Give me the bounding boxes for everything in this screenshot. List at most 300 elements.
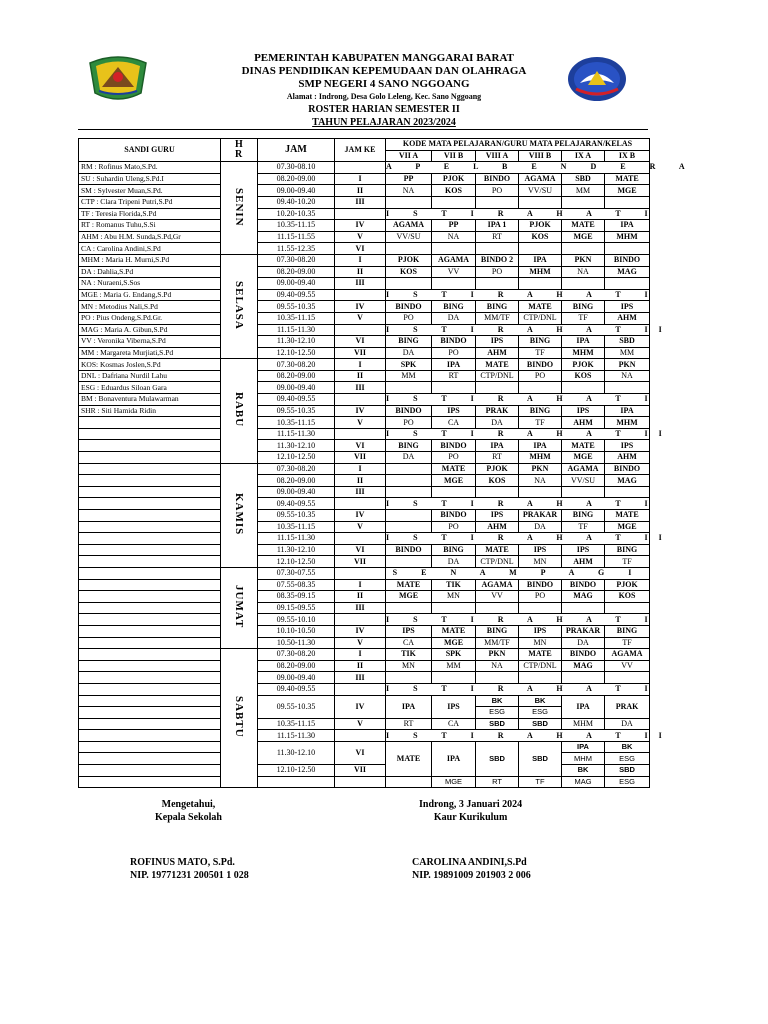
day-label: RABU: [233, 392, 245, 428]
subject-cell: RT: [476, 776, 519, 788]
table-row: [79, 463, 650, 475]
period-cell: VI: [335, 741, 386, 764]
table-row: [79, 695, 650, 707]
time-cell: 08.20-09.00: [258, 660, 335, 672]
period-cell: [335, 428, 386, 440]
principal-name: ROFINUS MATO, S.Pd.: [130, 857, 235, 868]
teacher-entry-empty: [79, 753, 221, 765]
period-cell: [335, 208, 386, 220]
subject-cell: BING: [432, 301, 476, 313]
subject-cell: DA: [562, 637, 605, 649]
subject-cell: MN: [432, 591, 476, 603]
subject-cell: IPS: [519, 625, 562, 637]
subject-cell: MM/TF: [476, 312, 519, 324]
teacher-entry: VV : Veronika Viberna,S.Pd: [79, 336, 221, 348]
subject-cell: AGAMA: [476, 579, 519, 591]
subject-cell: [519, 382, 562, 394]
subject-cell: [519, 486, 562, 498]
subject-cell: [386, 672, 432, 684]
subject-cell: AGAMA: [519, 173, 562, 185]
signing-place-date: Indrong, 3 Januari 2024: [419, 799, 523, 810]
table-row: [79, 452, 650, 464]
table-row: [79, 591, 650, 603]
table-row: [79, 289, 650, 301]
subject-cell: IPA: [519, 440, 562, 452]
subject-cell: [519, 196, 562, 208]
subject-cell: AHM: [605, 312, 650, 324]
table-row: [79, 741, 650, 753]
subject-cell: IPA: [605, 220, 650, 232]
table-row: [79, 544, 650, 556]
subject-cell: PO: [386, 417, 432, 429]
time-cell: 07.30-07.55: [258, 567, 335, 579]
teacher-entry-empty: [79, 486, 221, 498]
subject-cell: [562, 243, 605, 255]
subject-cell: MN: [519, 556, 562, 568]
break-banner: I S T I R A H A T II: [386, 429, 673, 439]
day-cell: [221, 162, 258, 255]
subject-cell: AGAMA: [386, 220, 432, 232]
break-banner: I S T I R A H A T II: [386, 533, 673, 543]
subject-cell: NA: [386, 185, 432, 197]
subject-cell: [476, 672, 519, 684]
subject-cell: PO: [476, 185, 519, 197]
day-cell: [221, 567, 258, 648]
subject-cell: CTP/DNL: [476, 370, 519, 382]
subject-cell: BING: [476, 625, 519, 637]
subject-cell: MHM: [562, 347, 605, 359]
subject-cell: AGAMA: [432, 254, 476, 266]
subject-cell: BING: [562, 301, 605, 313]
break-banner: S E N A M P A G I: [386, 567, 650, 579]
teacher-entry: MHM : Maria H. Murni,S.Pd: [79, 254, 221, 266]
teacher-entry-empty: [79, 695, 221, 707]
teacher-entry: ESG : Eduardus Siloan Gara: [79, 382, 221, 394]
period-cell: II: [335, 660, 386, 672]
period-cell: VII: [335, 452, 386, 464]
subject-cell: [605, 278, 650, 290]
subject-cell: BINDO: [562, 649, 605, 661]
subject-cell: PKN: [476, 649, 519, 661]
period-cell: V: [335, 417, 386, 429]
subject-cell: BING: [519, 405, 562, 417]
time-cell: 09.00-09.40: [258, 486, 335, 498]
period-cell: VII: [335, 765, 386, 777]
subject-cell: [432, 278, 476, 290]
time-cell: 09.40-09.55: [258, 683, 335, 695]
teacher-entry-empty: [79, 741, 221, 753]
subject-cell: MATE: [562, 440, 605, 452]
subject-cell: [386, 196, 432, 208]
subject-cell: RT: [476, 231, 519, 243]
kode-header: KODE MATA PELAJARAN/GURU MATA PELAJARAN/KELAS: [386, 139, 650, 151]
subject-cell: [519, 672, 562, 684]
subject-cell: MATE: [386, 579, 432, 591]
subject-cell: [432, 382, 476, 394]
teacher-entry: RM : Rofinus Mato,S.Pd.: [79, 162, 221, 174]
subject-cell: [562, 672, 605, 684]
break-banner: I S T I R A H A T I: [386, 394, 659, 404]
period-cell: III: [335, 672, 386, 684]
time-cell: 09.00-09.40: [258, 278, 335, 290]
teacher-entry: MGE : Maria G. Endang,S.Pd: [79, 289, 221, 301]
period-cell: II: [335, 475, 386, 487]
teacher-entry-empty: [79, 463, 221, 475]
teacher-entry-empty: [79, 672, 221, 684]
subject-cell: CTP/DNL: [476, 556, 519, 568]
subject-cell: IPS: [562, 405, 605, 417]
period-cell: V: [335, 312, 386, 324]
subject-cell: TIK: [432, 579, 476, 591]
subject-cell: KOS: [605, 591, 650, 603]
subject-cell: MM: [432, 660, 476, 672]
subject-cell: SBD: [562, 173, 605, 185]
subject-cell: VV: [476, 591, 519, 603]
teacher-entry: MN : Metodius Nali,S.Pd: [79, 301, 221, 313]
time-cell: 09.00-09.40: [258, 185, 335, 197]
subject-cell: [386, 382, 432, 394]
subject-cell: PJOK: [476, 463, 519, 475]
time-cell: 10.35-11.15: [258, 718, 335, 730]
subject-cell: KOS: [432, 185, 476, 197]
teacher-entry-empty: [79, 452, 221, 464]
day-cell-empty: [258, 776, 335, 788]
time-cell: 12.10-12.50: [258, 452, 335, 464]
subject-cell: BINDO: [476, 173, 519, 185]
curriculum-signature: [412, 856, 531, 882]
subject-cell: AGAMA: [605, 649, 650, 661]
subject-cell: MGE: [562, 452, 605, 464]
time-cell: 09.55-10.35: [258, 301, 335, 313]
principal-nip: NIP. 19771231 200501 1 028: [130, 870, 249, 881]
subject-cell: MATE: [605, 510, 650, 522]
subject-cell: [476, 243, 519, 255]
teacher-entry-empty: [79, 556, 221, 568]
subject-cell: SPK: [386, 359, 432, 371]
subject-cell: TF: [605, 637, 650, 649]
subject-cell: MATE: [605, 173, 650, 185]
acknowledged-label: Mengetahui,: [161, 799, 216, 810]
table-row: [79, 637, 650, 649]
subject-cell: [605, 486, 650, 498]
subject-cell: MM: [562, 185, 605, 197]
subject-cell: DA: [519, 521, 562, 533]
subject-cell: MM/TF: [476, 637, 519, 649]
subject-cell: IPS: [519, 544, 562, 556]
day-label: SABTU: [233, 696, 245, 739]
subject-cell: [432, 196, 476, 208]
subject-cell: VV: [605, 660, 650, 672]
period-cell: [335, 394, 386, 406]
time-cell: 08.20-09.00: [258, 475, 335, 487]
time-cell: 11.15-11.30: [258, 324, 335, 336]
subject-cell: [386, 510, 432, 522]
period-cell: III: [335, 278, 386, 290]
hari-header-label: H R: [235, 139, 244, 161]
subject-cell: SBD: [605, 336, 650, 348]
time-cell: 10.20-10.35: [258, 208, 335, 220]
subject-cell: IPS: [605, 440, 650, 452]
jam-header: JAM: [258, 139, 335, 162]
subject-cell: [386, 602, 432, 614]
subject-cell: AHM: [476, 521, 519, 533]
subject-cell: PJOK: [432, 173, 476, 185]
period-cell: [386, 776, 432, 788]
subject-cell: TF: [519, 417, 562, 429]
time-cell: 09.55-10.35: [258, 510, 335, 522]
subject-cell: [562, 382, 605, 394]
subject-cell: DA: [476, 417, 519, 429]
subject-cell: BINDO: [519, 579, 562, 591]
time-cell: 10.35-11.15: [258, 220, 335, 232]
subject-cell: MGE: [432, 637, 476, 649]
subject-cell: [476, 196, 519, 208]
subject-cell: PRAKAR: [519, 510, 562, 522]
day-cell: [221, 359, 258, 463]
subject-cell: [519, 602, 562, 614]
period-cell: I: [335, 579, 386, 591]
subject-cell: BING: [519, 336, 562, 348]
time-cell: 07.30-08.20: [258, 254, 335, 266]
period-cell: [335, 533, 386, 545]
subject-cell: [562, 602, 605, 614]
break-banner: I S T I R A H A T II: [386, 324, 673, 334]
table-row: [79, 660, 650, 672]
teacher-entry: TF : Teresia Florida,S.Pd: [79, 208, 221, 220]
subject-cell: RT: [386, 718, 432, 730]
hari-header: [221, 139, 258, 162]
subject-cell: DA: [605, 718, 650, 730]
signature-left-block: [155, 798, 222, 824]
subject-cell: IPA: [562, 695, 605, 718]
table-row: [79, 254, 650, 266]
period-cell: IV: [335, 301, 386, 313]
day-label: SELASA: [233, 281, 245, 330]
table-row: [79, 336, 650, 348]
subject-cell: [476, 486, 519, 498]
break-banner: I S T I R A H A T II: [386, 730, 673, 740]
subject-cell: [605, 382, 650, 394]
time-cell: 09.00-09.40: [258, 382, 335, 394]
subject-cell: MHM: [605, 231, 650, 243]
table-row: [79, 567, 650, 579]
table-row: [79, 672, 650, 684]
period-cell: I: [335, 173, 386, 185]
period-cell: I: [335, 254, 386, 266]
subject-cell: NA: [562, 266, 605, 278]
period-cell: III: [335, 602, 386, 614]
time-cell: 09.40-09.55: [258, 289, 335, 301]
subject-cell: BINDO: [432, 336, 476, 348]
period-cell: V: [335, 718, 386, 730]
table-row: [79, 765, 650, 777]
teacher-entry-empty: [79, 440, 221, 452]
period-cell: I: [335, 463, 386, 475]
table-row: [79, 139, 650, 151]
time-cell: 10.50-11.30: [258, 637, 335, 649]
subject-cell: SBD: [605, 765, 650, 777]
period-cell: III: [335, 382, 386, 394]
subject-cell: BINDO: [519, 359, 562, 371]
table-row: [79, 683, 650, 695]
subject-cell: BINDO: [386, 405, 432, 417]
teacher-entry-empty: [79, 660, 221, 672]
subject-cell: BINDO: [605, 254, 650, 266]
subject-cell: [562, 486, 605, 498]
teacher-entry: PO : Pius Ondeng,S.Pd.Gr.: [79, 312, 221, 324]
period-cell: III: [335, 196, 386, 208]
subject-cell: RT: [432, 370, 476, 382]
time-cell: 10.35-11.15: [258, 417, 335, 429]
subject-cell: CTP/DNL: [519, 660, 562, 672]
teacher-entry: MM : Margareta Murjiati,S.Pd: [79, 347, 221, 359]
subject-cell: MGE: [562, 231, 605, 243]
teacher-entry-empty: [79, 428, 221, 440]
subject-cell: MAG: [605, 266, 650, 278]
document-year: TAHUN PELAJARAN 2023/2024: [312, 117, 456, 128]
period-cell: II: [335, 185, 386, 197]
teacher-entry: DA : Dahlia,S.Pd: [79, 266, 221, 278]
teacher-code-cell: MHM: [562, 753, 605, 765]
subject-cell: AHM: [476, 347, 519, 359]
subject-cell: BINDO: [605, 463, 650, 475]
time-cell: 09.40-09.55: [258, 498, 335, 510]
teacher-entry: SU : Suhardin Uleng,S.Pd.I: [79, 173, 221, 185]
subject-cell: PO: [432, 521, 476, 533]
subject-cell: SBD: [476, 741, 519, 776]
subject-cell: TF: [605, 556, 650, 568]
subject-cell: IPA: [432, 359, 476, 371]
table-row: [79, 278, 650, 290]
time-cell: 09.40-09.55: [258, 394, 335, 406]
period-cell: IV: [335, 220, 386, 232]
time-cell: [335, 776, 386, 788]
subject-cell: KOS: [476, 475, 519, 487]
day-cell: [221, 463, 258, 567]
subject-cell: [476, 602, 519, 614]
subject-cell: BK: [476, 695, 519, 707]
teacher-entry-empty: [79, 567, 221, 579]
subject-cell: SBD: [519, 741, 562, 776]
subject-cell: TF: [562, 521, 605, 533]
day-cell: [221, 649, 258, 788]
teacher-entry: BM : Bonaventura Mulawarman: [79, 394, 221, 406]
table-row: [79, 579, 650, 591]
subject-cell: [386, 278, 432, 290]
subject-cell: VV/SU: [519, 185, 562, 197]
class-header: VII B: [432, 150, 476, 162]
time-cell: 09.00-09.40: [258, 672, 335, 684]
subject-cell: IPA: [432, 741, 476, 776]
table-row: [79, 730, 650, 742]
subject-cell: IPS: [476, 336, 519, 348]
subject-cell: BING: [562, 510, 605, 522]
time-cell: 09.15-09.55: [258, 602, 335, 614]
time-cell: 07.30-08.20: [258, 463, 335, 475]
table-row: [79, 718, 650, 730]
time-cell: 07.30-08.10: [258, 162, 335, 174]
subject-cell: MHM: [519, 266, 562, 278]
subject-cell: MHM: [605, 417, 650, 429]
teacher-entry-empty: [79, 765, 221, 777]
day-cell: [221, 254, 258, 358]
table-row: [79, 243, 650, 255]
subject-cell: IPS: [476, 510, 519, 522]
subject-cell: MGE: [432, 776, 476, 788]
subject-cell: [432, 602, 476, 614]
teacher-entry: DNL : Dafriana Nurdil Lahu: [79, 370, 221, 382]
subject-cell: BINDO: [432, 440, 476, 452]
time-cell: 12.10-12.50: [258, 765, 335, 777]
subject-cell: [519, 278, 562, 290]
time-cell: 09.55-10.35: [258, 695, 335, 718]
table-row: [79, 185, 650, 197]
teacher-entry-empty: [79, 533, 221, 545]
teacher-code-cell: ESG: [519, 707, 562, 719]
time-cell: 10.35-11.15: [258, 521, 335, 533]
subject-cell: TF: [519, 776, 562, 788]
teacher-code-cell: ESG: [476, 707, 519, 719]
subject-cell: MAG: [562, 591, 605, 603]
period-cell: [335, 324, 386, 336]
teacher-entry: NA : Nuraeni,S.Sos: [79, 278, 221, 290]
subject-cell: BING: [386, 336, 432, 348]
subject-cell: VV/SU: [386, 231, 432, 243]
subject-cell: MHM: [519, 452, 562, 464]
subject-cell: MAG: [605, 475, 650, 487]
subject-cell: PO: [432, 347, 476, 359]
subject-cell: IPS: [562, 544, 605, 556]
time-cell: 10.10-10.50: [258, 625, 335, 637]
subject-cell: PKN: [519, 463, 562, 475]
period-cell: I: [335, 649, 386, 661]
teacher-entry: SHR : Siti Hamida Ridin: [79, 405, 221, 417]
principal-signature: [130, 856, 249, 882]
table-row: [79, 394, 650, 406]
time-cell: 11.30-12.10: [258, 440, 335, 452]
subject-cell: [476, 278, 519, 290]
teacher-entry: SM : Sylvester Muan,S.Pd.: [79, 185, 221, 197]
subject-cell: [432, 672, 476, 684]
header-government: PEMERINTAH KABUPATEN MANGGARAI BARAT: [254, 52, 514, 64]
subject-cell: BING: [432, 544, 476, 556]
subject-cell: DA: [432, 556, 476, 568]
period-cell: V: [335, 231, 386, 243]
subject-cell: IPS: [432, 695, 476, 718]
table-row: [79, 196, 650, 208]
subject-cell: [605, 672, 650, 684]
subject-cell: NA: [432, 231, 476, 243]
teacher-entry: CTP : Clara Tripeni Putri,S.Pd: [79, 196, 221, 208]
table-row: [79, 440, 650, 452]
break-banner: I S T I R A H A T I: [386, 290, 659, 300]
break-banner: I S T I R A H A T I: [386, 684, 659, 694]
period-cell: [335, 683, 386, 695]
subject-cell: PJOK: [562, 359, 605, 371]
time-cell: 09.40-10.20: [258, 196, 335, 208]
subject-cell: PJOK: [605, 579, 650, 591]
signature-right-block: [419, 798, 522, 824]
subject-cell: [605, 243, 650, 255]
subject-cell: [386, 463, 432, 475]
teacher-entry-empty: [79, 602, 221, 614]
jam-ke-header: JAM KE: [335, 139, 386, 162]
teacher-entry-empty: [79, 510, 221, 522]
time-cell: 09.55-10.10: [258, 614, 335, 626]
class-header: IX B: [605, 150, 650, 162]
time-cell: 12.10-12.50: [258, 556, 335, 568]
subject-cell: BINDO: [386, 301, 432, 313]
